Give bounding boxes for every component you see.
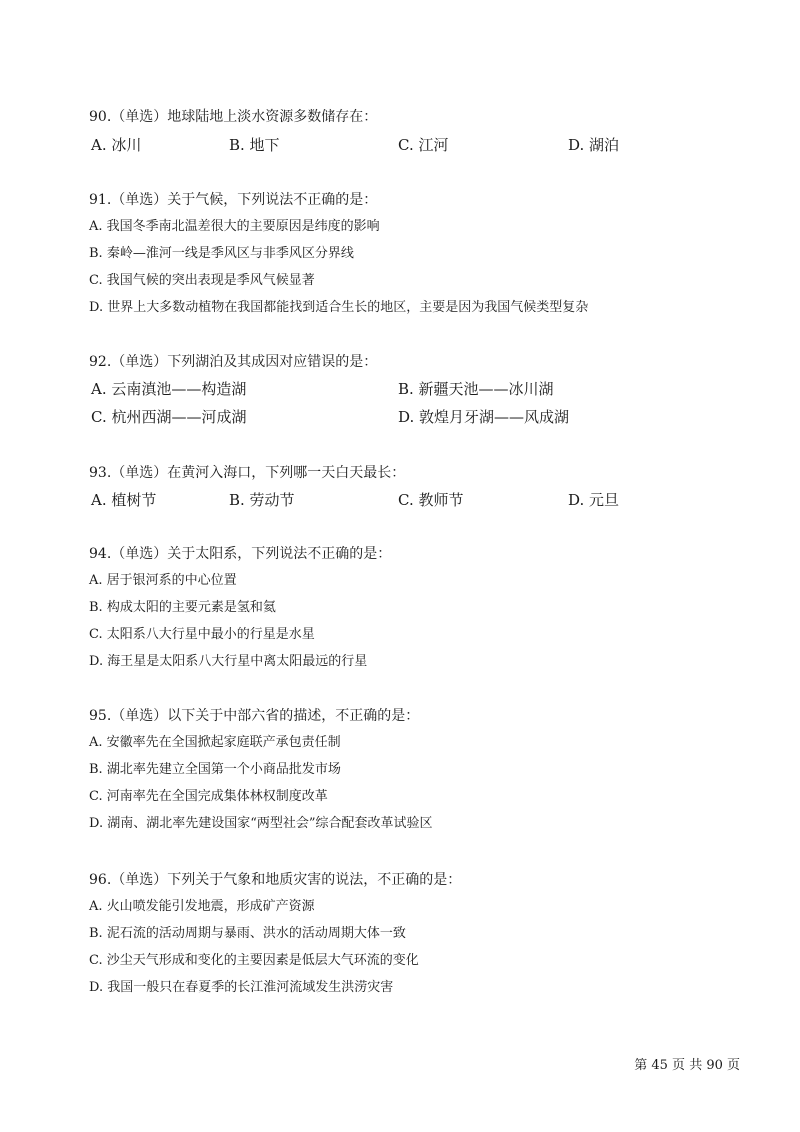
- option-c: C. 太阳系八大行星中最小的行星是水星: [89, 627, 315, 642]
- option-b: B. 湖北率先建立全国第一个小商品批发市场: [89, 762, 341, 777]
- question-stem: 96.（单选）下列关于气象和地质灾害的说法，不正确的是：: [89, 872, 462, 888]
- question-93: [89, 464, 749, 509]
- option-d: D. 敦煌月牙湖——风成湖: [398, 408, 570, 426]
- option-b: B. 泥石流的活动周期与暴雨、洪水的活动周期大体一致: [89, 926, 406, 941]
- question-90: [89, 108, 749, 154]
- option-a: A. 我国冬季南北温差很大的主要原因是纬度的影响: [89, 219, 380, 234]
- option-c: C. 河南率先在全国完成集体林权制度改革: [89, 789, 328, 804]
- option-c: C. 江河: [398, 136, 449, 154]
- question-stem: 94.（单选）关于太阳系，下列说法不正确的是：: [89, 546, 392, 562]
- option-d: D. 我国一般只在春夏季的长江淮河流域发生洪涝灾害: [89, 980, 394, 995]
- option-b: B. 构成太阳的主要元素是氢和氦: [89, 600, 276, 615]
- option-d: D. 海王星是太阳系八大行星中离太阳最远的行星: [89, 654, 368, 669]
- option-b: B. 秦岭—淮河一线是季风区与非季风区分界线: [89, 246, 354, 261]
- option-a: A. 云南滇池——构造湖: [91, 380, 247, 398]
- option-a: A. 植树节: [91, 491, 157, 509]
- question-stem: 91.（单选）关于气候，下列说法不正确的是：: [89, 192, 378, 208]
- question-stem: 92.（单选）下列湖泊及其成因对应错误的是：: [89, 354, 378, 370]
- question-stem: 93.（单选）在黄河入海口，下列哪一天白天最长：: [89, 465, 406, 481]
- page-number: 第 45 页 共 90 页: [634, 1058, 740, 1073]
- question-95: [89, 707, 749, 831]
- question-92: [89, 353, 749, 426]
- option-a: A. 火山喷发能引发地震，形成矿产资源: [89, 899, 315, 914]
- option-d: D. 世界上大多数动植物在我国都能找到适合生长的地区，主要是因为我国气候类型复杂: [89, 300, 589, 315]
- option-b: B. 新疆天池——冰川湖: [398, 380, 554, 398]
- option-b: B. 地下: [229, 136, 280, 154]
- option-a: A. 冰川: [91, 136, 142, 154]
- question-91: [89, 191, 749, 315]
- question-stem: 95.（单选）以下关于中部六省的描述，不正确的是：: [89, 708, 420, 724]
- question-96: [89, 871, 749, 995]
- option-d: D. 元旦: [568, 491, 620, 509]
- option-d: D. 湖南、湖北率先建设国家“两型社会”综合配套改革试验区: [89, 816, 433, 831]
- option-b: B. 劳动节: [229, 491, 295, 509]
- option-d: D. 湖泊: [568, 136, 620, 154]
- option-a: A. 安徽率先在全国掀起家庭联产承包责任制: [89, 735, 341, 750]
- question-stem: 90.（单选）地球陆地上淡水资源多数储存在：: [89, 109, 378, 125]
- option-c: C. 教师节: [398, 491, 464, 509]
- option-c: C. 杭州西湖——河成湖: [91, 408, 247, 426]
- option-c: C. 我国气候的突出表现是季风气候显著: [89, 273, 315, 288]
- question-94: [89, 545, 749, 669]
- option-c: C. 沙尘天气形成和变化的主要因素是低层大气环流的变化: [89, 953, 419, 968]
- option-a: A. 居于银河系的中心位置: [89, 573, 237, 588]
